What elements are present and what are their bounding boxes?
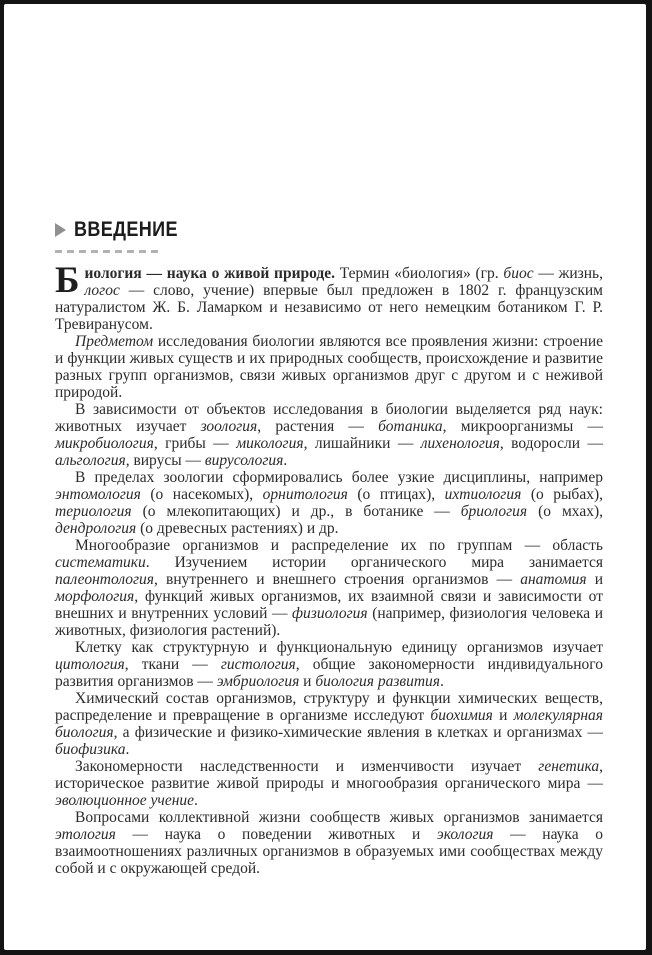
- text-run: — наука о взаимоотношениях различных организмов в образуемых ими сообществах между собой и с окружающей средой.: [55, 826, 603, 877]
- text-run: — слово, учение) впервые был предложен в 1802 г. французским натуралистом Ж. Б. Ламарком и независимо от него немецким ботаником Г. Р. Тревиранусом.: [55, 282, 603, 333]
- text-run: биофизика: [55, 741, 126, 758]
- paragraph: [55, 469, 603, 537]
- text-run: Предметом: [75, 333, 154, 350]
- text-run: Клетку как структурную и функциональную единицу организмов изучает: [75, 639, 603, 656]
- text-run: физиология: [292, 605, 368, 622]
- text-run: микробиология: [55, 435, 154, 452]
- text-run: , внутреннего и внешнего строения организмов —: [154, 571, 521, 588]
- text-run: исследования биологии являются все проявления жизни: строение и функции живых существ и их природных сообществ, происхождение и развитие разных групп организмов, связи живых организмов друг с другом и с неживой природой.: [55, 333, 603, 401]
- text-run: , микроорганизмы —: [442, 418, 603, 435]
- text-run: зоология: [200, 418, 258, 435]
- text-run: биос: [503, 265, 534, 282]
- text-run: ботаника: [378, 418, 443, 435]
- text-run: . Изучением истории органического мира занимается: [145, 554, 603, 571]
- text-run: Химический состав организмов, структуру и функции химических веществ, распределение и превращение в организме исследуют: [55, 690, 603, 724]
- paragraph: [55, 639, 603, 690]
- text-run: Термин «биология» (гр.: [335, 265, 504, 282]
- text-run: .: [440, 673, 444, 690]
- text-run: и: [492, 707, 514, 724]
- text-run: энтомология: [55, 486, 141, 503]
- paragraph: [55, 690, 603, 758]
- text-run: вирусология: [204, 452, 284, 469]
- text-run: .: [125, 741, 130, 758]
- text-run: систематики: [55, 554, 146, 571]
- text-run: морфология: [55, 588, 135, 605]
- text-run: эмбриология: [216, 673, 300, 690]
- text-run: (о млекопитающих) и др., в ботанике —: [131, 503, 461, 520]
- text-run: и: [586, 571, 603, 588]
- paragraph: [55, 333, 603, 401]
- text-run: , а физические и физико-химические явления в клетках и организмах —: [113, 724, 603, 741]
- book-page: [4, 4, 646, 950]
- text-run: (о рыбах),: [521, 486, 603, 503]
- text-run: лихенология: [420, 435, 500, 452]
- text-run: , грибы —: [153, 435, 237, 452]
- text-run: (о древесных растениях) и др.: [136, 520, 339, 537]
- text-run: микология: [236, 435, 304, 452]
- text-run: цитология: [55, 656, 125, 673]
- text-run: териология: [55, 503, 132, 520]
- right-triangle-icon: [55, 223, 66, 237]
- text-run: , лишайники —: [303, 435, 421, 452]
- page-content: [55, 4, 603, 877]
- body-text: [55, 260, 604, 877]
- paragraph: [55, 758, 603, 809]
- text-run: , ткани —: [124, 656, 221, 673]
- text-run: .: [194, 792, 198, 809]
- text-run: , историческое развитие живой природы и многообразия органического мира —: [55, 758, 603, 792]
- text-run: этология: [55, 826, 116, 843]
- text-run: (например, физиология человека и животных, физиология растений).: [55, 605, 603, 639]
- text-run: экология: [436, 826, 494, 843]
- text-run: гистология: [220, 656, 296, 673]
- text-run: (о насекомых),: [140, 486, 263, 503]
- text-run: анатомия: [520, 571, 587, 588]
- text-run: , водоросли —: [499, 435, 604, 452]
- paragraph: [55, 809, 603, 877]
- dropcap-letter: Б: [55, 260, 80, 301]
- text-run: — наука о поведении животных и: [115, 826, 437, 843]
- text-run: , вирусы —: [125, 452, 205, 469]
- text-run: логос: [84, 282, 120, 299]
- text-run: дендрология: [55, 520, 137, 537]
- text-run: .: [283, 452, 288, 469]
- text-run: Вопросами коллективной жизни сообществ живых организмов занимается: [75, 809, 603, 826]
- section-title: ВВЕДЕНИЕ: [74, 218, 178, 241]
- text-run: (о мхах),: [527, 503, 603, 520]
- text-run: В пределах зоологии сформировались более узкие дисциплины, например: [75, 469, 603, 486]
- text-run: генетика: [538, 758, 600, 775]
- text-run: В зависимости от объектов исследования в биологии выделяется ряд наук: животных изучает: [55, 401, 603, 435]
- paragraph: [55, 401, 603, 469]
- paragraph: [55, 537, 603, 639]
- text-run: , функций живых организмов, их взаимной связи и зависимости от внешних и внутренних условий —: [55, 588, 603, 622]
- section-header: [55, 218, 603, 242]
- text-run: биохимия: [430, 707, 493, 724]
- text-run: бриология: [460, 503, 528, 520]
- text-run: орнитология: [262, 486, 348, 503]
- text-run: — жизнь,: [533, 265, 603, 282]
- text-run: ихтиология: [444, 486, 522, 503]
- text-run: Закономерности наследственности и изменчивости изучает: [75, 758, 539, 775]
- dashed-divider: [55, 250, 159, 253]
- text-run: , растения —: [257, 418, 379, 435]
- text-run: и: [299, 673, 316, 690]
- text-run: иология — наука о живой природе.: [84, 265, 336, 282]
- text-run: биология развития: [315, 673, 441, 690]
- text-run: палеонтология: [55, 571, 155, 588]
- text-run: , общие закономерности индивидуального развития организмов —: [55, 656, 603, 690]
- text-run: (о птицах),: [347, 486, 445, 503]
- paragraph: [55, 260, 603, 333]
- text-run: эволюционное учение: [55, 792, 195, 809]
- text-run: Многообразие организмов и распределение их по группам — область: [75, 537, 603, 554]
- text-run: альгология: [55, 452, 126, 469]
- text-run: молекулярная биология: [55, 707, 603, 741]
